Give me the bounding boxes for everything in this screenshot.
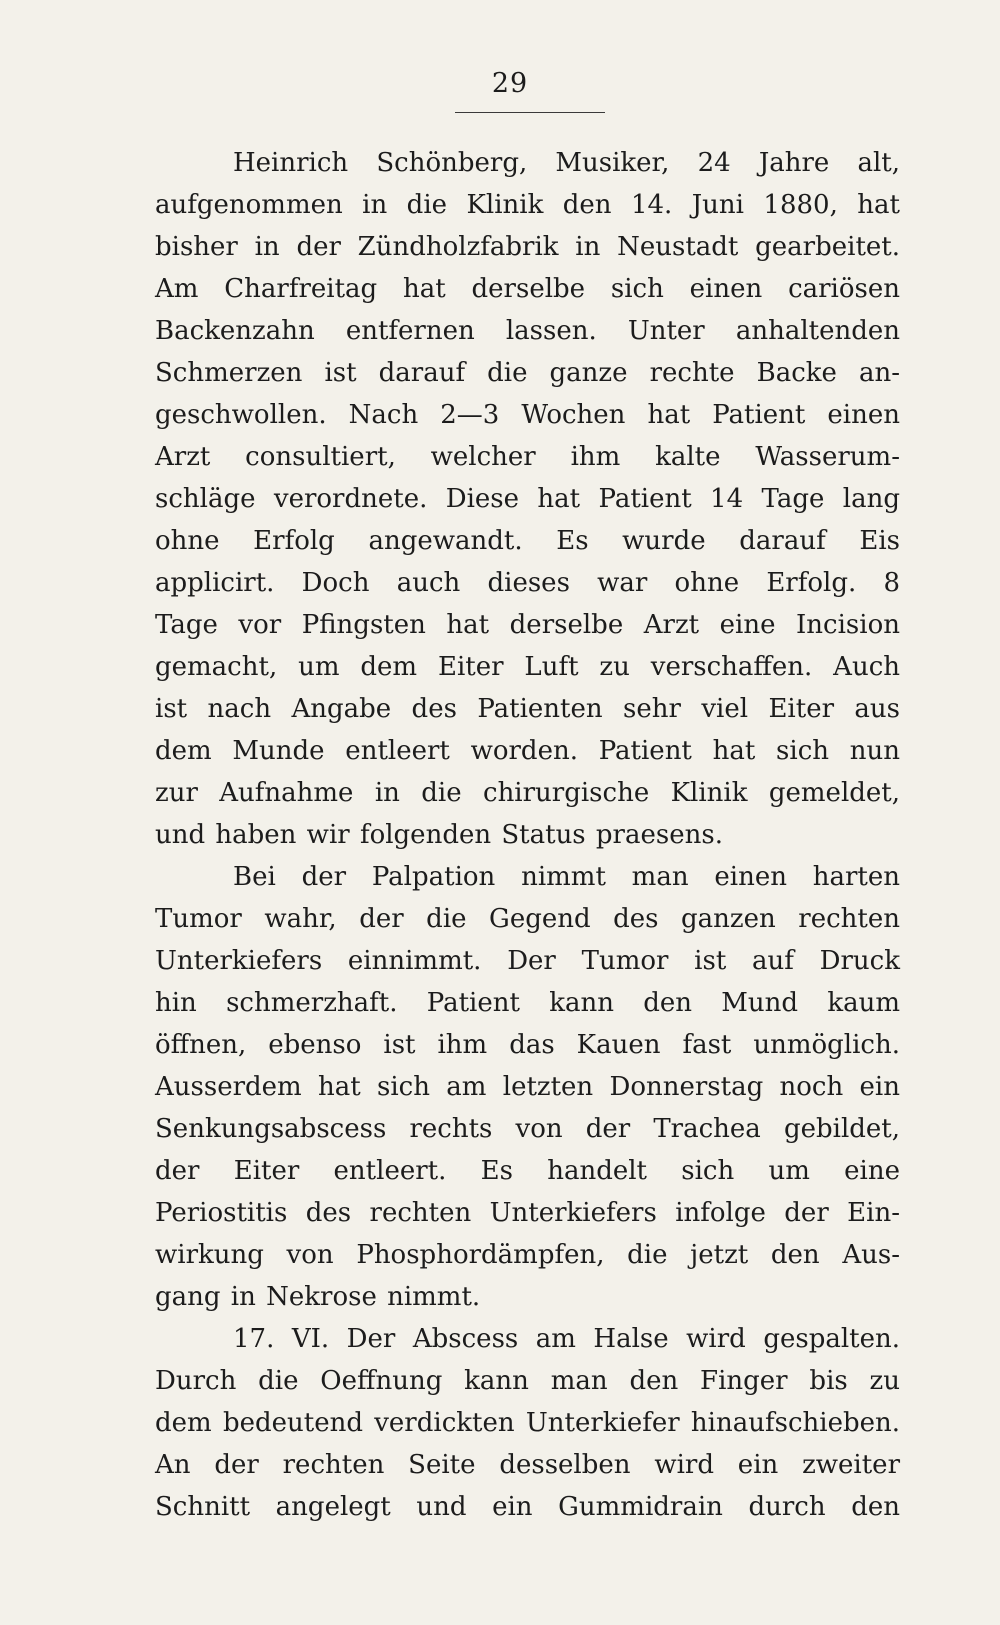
- text-line: aufgenommen in die Klinik den 14. Juni 1880, hat: [155, 190, 900, 220]
- text-line: ist nach Angabe des Patienten sehr viel Eiter aus: [155, 694, 900, 724]
- text-line: ohne Erfolg angewandt. Es wurde darauf Eis: [155, 526, 900, 556]
- text-line: und haben wir folgenden Status praesens.: [155, 820, 723, 850]
- text-line: wirkung von Phosphordämpfen, die jetzt den Aus-: [155, 1240, 900, 1270]
- text-line: dem Munde entleert worden. Patient hat sich nun: [155, 736, 900, 766]
- body-text: [155, 142, 900, 1528]
- text-line: gang in Nekrose nimmt.: [155, 1282, 481, 1312]
- text-line: Bei der Palpation nimmt man einen harten: [233, 862, 900, 892]
- text-line: schläge verordnete. Diese hat Patient 14 Tage lang: [155, 484, 900, 514]
- text-line: Tage vor Pfingsten hat derselbe Arzt eine Incision: [155, 610, 900, 640]
- text-line: Senkungsabscess rechts von der Trachea gebildet,: [155, 1114, 900, 1144]
- text-line: Unterkiefers einnimmt. Der Tumor ist auf Druck: [155, 946, 900, 976]
- text-line: Durch die Oeffnung kann man den Finger bis zu: [155, 1366, 900, 1396]
- text-line: Arzt consultiert, welcher ihm kalte Wasserum-: [155, 442, 900, 472]
- text-line: Heinrich Schönberg, Musiker, 24 Jahre alt,: [233, 148, 900, 178]
- header-rule: [455, 112, 605, 113]
- text-line: Periostitis des rechten Unterkiefers infolge der Ein-: [155, 1198, 900, 1228]
- text-line: Schmerzen ist darauf die ganze rechte Backe an-: [155, 358, 900, 388]
- text-line: Tumor wahr, der die Gegend des ganzen rechten: [155, 904, 900, 934]
- text-line: applicirt. Doch auch dieses war ohne Erfolg. 8: [155, 568, 900, 598]
- text-line: 17. VI. Der Abscess am Halse wird gespalten.: [233, 1324, 900, 1354]
- text-line: An der rechten Seite desselben wird ein zweiter: [155, 1450, 900, 1480]
- text-line: Am Charfreitag hat derselbe sich einen cariösen: [155, 274, 900, 304]
- text-line: bisher in der Zündholzfabrik in Neustadt gearbeitet.: [155, 232, 900, 262]
- text-line: hin schmerzhaft. Patient kann den Mund kaum: [155, 988, 900, 1018]
- text-line: gemacht, um dem Eiter Luft zu verschaffen. Auch: [155, 652, 900, 682]
- text-line: Backenzahn entfernen lassen. Unter anhaltenden: [155, 316, 900, 346]
- text-line: öffnen, ebenso ist ihm das Kauen fast unmöglich.: [155, 1030, 900, 1060]
- text-line: zur Aufnahme in die chirurgische Klinik gemeldet,: [155, 778, 900, 808]
- text-line: Ausserdem hat sich am letzten Donnerstag noch ein: [155, 1072, 900, 1102]
- text-line: geschwollen. Nach 2—3 Wochen hat Patient einen: [155, 400, 900, 430]
- page-number: 29: [491, 68, 529, 99]
- text-line: der Eiter entleert. Es handelt sich um eine: [155, 1156, 900, 1186]
- text-line: Schnitt angelegt und ein Gummidrain durch den: [155, 1492, 900, 1522]
- text-line: dem bedeutend verdickten Unterkiefer hinaufschieben.: [155, 1408, 900, 1438]
